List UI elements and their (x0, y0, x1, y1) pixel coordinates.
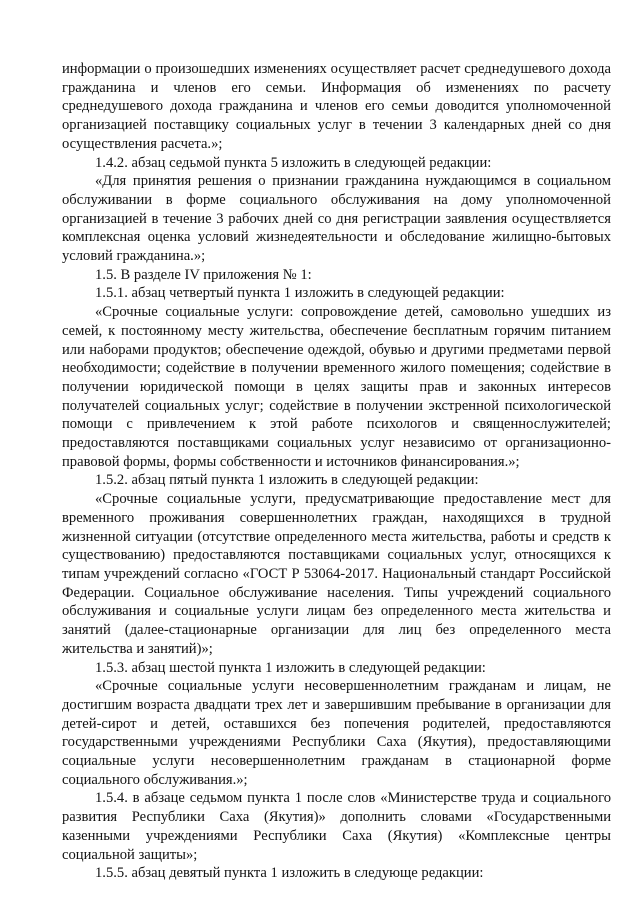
paragraph-1-5-4-text: 1.5.4. в абзаце седьмом пункта 1 после слов «Министерстве труда и социального развития Республики Саха (Якутия)» дополнить словами «Государственными казенными учреждениями Республики Саха (Якутия) «Комплексные центры социальной защиты»; (62, 790, 611, 863)
paragraph-1-5-1-text: «Срочные социальные услуги: сопровождение детей, самовольно ушедших из семей, к постоянному месту жительства, обеспечение бесплатным горячим питанием или наборами продуктов; обеспечение одеждой, обувью и другими предметами первой необходимости; содействие в получении временного жилого помещения; содействие в получении юридической помощи в целях защиты прав и законных интересов получателей социальных услуг; содействие в получении экстренной психологической помощи с привлечением к этой работе психологов и священнослужителей; предоставляются поставщиками социальных услуг независимо от организационно-правовой формы, формы собственности и источников финансирования.»; (62, 304, 611, 470)
paragraph-1-5-3-text: «Срочные социальные услуги несовершеннолетним гражданам и лицам, не достигшим возраста двадцати трех лет и завершившим пребывание в организации для детей-сирот и детей, оставшихся без попечения родителей, предоставляются государственными учреждениями Республики Саха (Якутия), предоставляющими социальные услуги несовершеннолетним гражданам в стационарной форме социального обслуживания.»; (62, 678, 611, 788)
paragraph-1-4-2-text: «Для принятия решения о признании гражданина нуждающимся в социальном обслуживании в форме социального обслуживания на дому уполномоченной организацией в течение 3 рабочих дней со дня регистрации заявления осуществляется комплексная оценка условий жизнедеятельности и обследование жилищно-бытовых условий гражданина.»; (62, 173, 611, 265)
paragraph-1-5-5-heading: 1.5.5. абзац девятый пункта 1 изложить в следующе редакции: (95, 865, 484, 882)
paragraph-1-5-2-text: «Срочные социальные услуги, предусматривающие предоставление мест для временного проживания совершеннолетних граждан, находящихся в трудной жизненной ситуации (отсутствие определенного места жительства, работы и средств к существованию) предоставляются поставщиками социальных услуг, относящихся к типам учреждений согласно «ГОСТ Р 53064-2017. Национальный стандарт Российской Федерации. Социальное обслуживание населения. Типы учреждений социального обслуживания и социальные услуги лицам без определенного места жительства и занятий (далее-стационарные организации для лиц без определенного места жительства и занятий)»; (62, 491, 611, 657)
paragraph-1: информации о произошедших изменениях осуществляет расчет среднедушевого дохода гражданина и членов его семьи. Информация об изменениях по расчету среднедушевого дохода гражданина и членов его семьи доводится уполномоченной организацией поставщику социальных услуг в течении 3 календарных дней со дня осуществления расчета.»; (62, 61, 611, 152)
paragraph-1-4-2-heading: 1.4.2. абзац седьмой пункта 5 изложить в следующей редакции: (95, 154, 492, 171)
paragraph-1-5-1-heading: 1.5.1. абзац четвертый пункта 1 изложить в следующей редакции: (95, 285, 505, 302)
paragraph-1-5-3-heading: 1.5.3. абзац шестой пункта 1 изложить в следующей редакции: (95, 659, 486, 676)
document-body (62, 60, 611, 883)
paragraph-1-5-2-heading: 1.5.2. абзац пятый пункта 1 изложить в следующей редакции: (95, 472, 479, 489)
paragraph-1-5-heading: 1.5. В разделе IV приложения № 1: (95, 266, 312, 283)
